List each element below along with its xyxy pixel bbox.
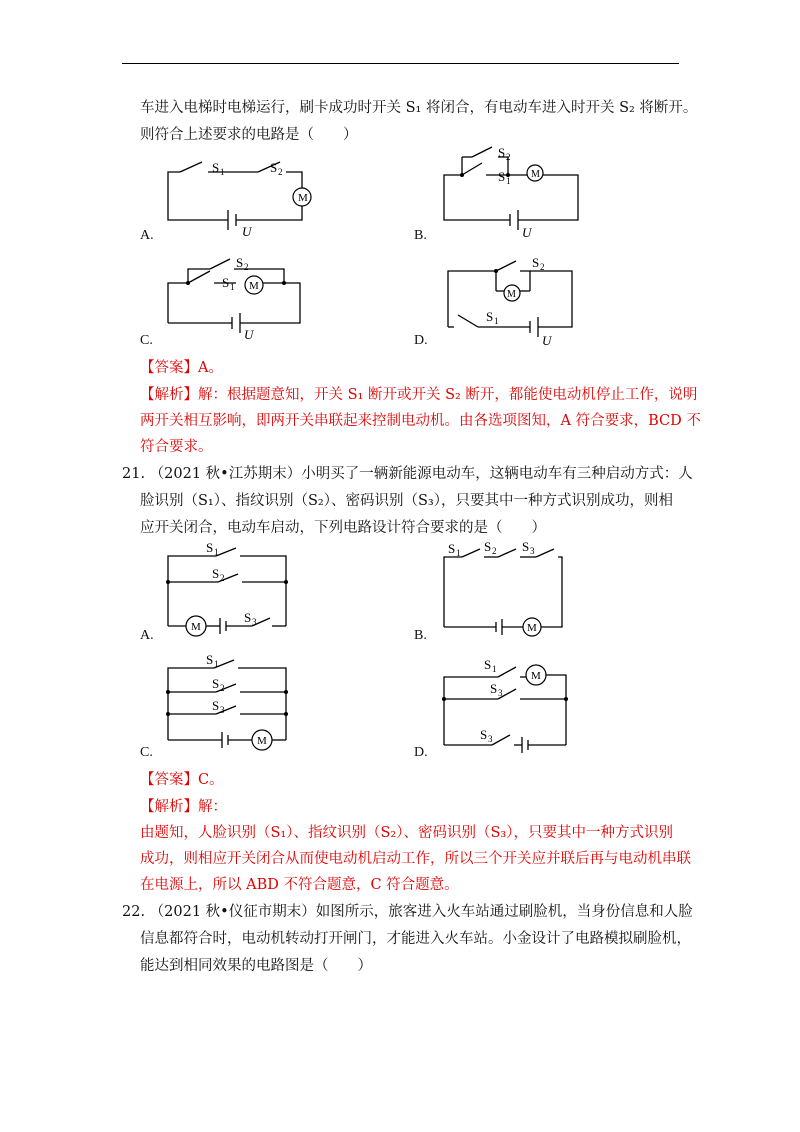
q21-analysis-tag: 【解析】解：	[140, 799, 227, 815]
q22-stem-line2: 信息都符合时，电动机转动打开闸门，才能进入火车站。小金设计了电路模拟刷脸机，	[140, 931, 691, 947]
svg-text:S: S	[222, 275, 230, 290]
q21-analysis-line1: 由题知，人脸识别（S₁）、指纹识别（S₂）、密码识别（S₃），只要其中一种方式识别	[140, 825, 673, 841]
header-rule	[122, 63, 679, 64]
svg-text:2: 2	[492, 546, 497, 556]
q21-analysis-line2: 成功，则相应开关闭合从而使电动机启动工作，所以三个开关应并联后再与电动机串联	[140, 851, 691, 867]
q20-option-c: C.	[140, 333, 153, 348]
svg-text:U: U	[542, 333, 552, 348]
q20-analysis-line3: 符合要求。	[140, 439, 213, 455]
svg-text:M: M	[191, 621, 201, 633]
q21-circuit-b	[440, 535, 580, 635]
q20-stem-line1: 车进入电梯时电梯运行，刷卡成功时开关 S₁ 将闭合，有电动车进入时开关 S₂ 将断开。	[140, 100, 698, 116]
svg-text:S: S	[498, 145, 506, 160]
svg-text:S: S	[236, 255, 244, 270]
svg-text:1: 1	[494, 316, 499, 326]
q20-circuit-d	[440, 255, 600, 350]
q22-stem-text1: （2021 秋•仪征市期末）如图所示，旅客进入火车站通过刷脸机，当身份信息和人脸	[149, 904, 693, 920]
svg-text:2: 2	[278, 167, 283, 177]
q21-option-b: B.	[414, 628, 427, 643]
svg-text:S: S	[448, 541, 456, 556]
q21-answer: 【答案】C。	[140, 772, 224, 788]
svg-text:S: S	[498, 169, 506, 184]
svg-text:3: 3	[488, 734, 493, 744]
q21-stem-text1: （2021 秋•江苏期末）小明买了一辆新能源电动车，这辆电动车有三种启动方式：人	[149, 466, 693, 482]
q20-analysis-line1	[140, 385, 697, 405]
svg-text:S: S	[484, 657, 492, 672]
svg-text:M: M	[249, 280, 259, 292]
svg-text:S: S	[212, 698, 220, 713]
q21-stem-line2: 脸识别（S₁）、指纹识别（S₂）、密码识别（S₃），只要其中一种方式识别成功，则相	[140, 493, 673, 509]
svg-text:S: S	[532, 255, 540, 270]
svg-text:S: S	[270, 160, 278, 175]
q20-circuit-a	[160, 150, 330, 240]
q21-circuit-d	[440, 655, 580, 755]
svg-text:S: S	[206, 540, 214, 555]
svg-text:2: 2	[540, 262, 545, 272]
svg-text:M: M	[527, 622, 537, 634]
svg-text:S: S	[212, 676, 220, 691]
svg-text:3: 3	[498, 688, 503, 698]
svg-text:1: 1	[492, 664, 497, 674]
svg-text:U: U	[522, 225, 532, 240]
svg-text:M: M	[507, 289, 516, 300]
q20-option-b: B.	[414, 228, 427, 243]
q21-stem-line1	[122, 464, 693, 484]
q22-stem-line1	[122, 902, 693, 922]
q21-analysis-line3: 在电源上，所以 ABD 不符合题意，C 符合题意。	[140, 877, 459, 893]
q21-number: 21.	[122, 466, 146, 482]
svg-text:3: 3	[530, 546, 535, 556]
svg-text:1: 1	[214, 659, 219, 669]
svg-text:1: 1	[506, 176, 511, 186]
q21-stem-line3: 应开关闭合，电动车启动，下列电路设计符合要求的是（ ）	[140, 520, 546, 536]
q21-option-a: A.	[140, 628, 154, 643]
q20-analysis-line2: 两开关相互影响，即两开关串联起来控制电动机。由各选项图知，A 符合要求，BCD 不	[140, 413, 701, 429]
svg-text:M: M	[531, 169, 540, 180]
svg-text:M: M	[531, 670, 541, 682]
q22-number: 22.	[122, 904, 146, 920]
svg-text:M: M	[257, 735, 267, 747]
q20-analysis-tag: 【解析】	[140, 387, 198, 403]
svg-text:S: S	[490, 681, 498, 696]
q20-circuit-c	[160, 255, 320, 345]
svg-text:1: 1	[214, 547, 219, 557]
q20-stem-line2: 则符合上述要求的电路是（ ）	[140, 127, 358, 143]
q20-circuit-b	[440, 145, 590, 240]
svg-text:3: 3	[252, 617, 257, 627]
svg-text:S: S	[212, 160, 220, 175]
q20-analysis-text1: 解：根据题意知，开关 S₁ 断开或开关 S₂ 断开，都能使电动机停止工作，说明	[198, 387, 698, 403]
svg-text:S: S	[212, 566, 220, 581]
q20-option-d: D.	[414, 333, 428, 348]
motor-label: M	[298, 192, 308, 204]
svg-text:3: 3	[220, 705, 225, 715]
svg-text:2: 2	[220, 683, 225, 693]
svg-text:U: U	[242, 224, 252, 239]
svg-text:U: U	[244, 327, 254, 342]
svg-text:S: S	[484, 539, 492, 554]
svg-text:2: 2	[244, 262, 249, 272]
q20-answer: 【答案】A。	[140, 360, 223, 376]
q21-circuit-c	[160, 650, 300, 750]
q22-stem-line3: 能达到相同效果的电路图是（ ）	[140, 958, 372, 974]
svg-text:1: 1	[456, 548, 461, 558]
svg-text:S: S	[522, 539, 530, 554]
q20-option-a: A.	[140, 228, 154, 243]
svg-text:S: S	[486, 309, 494, 324]
svg-text:S: S	[480, 727, 488, 742]
q21-circuit-a	[160, 540, 300, 640]
svg-text:2: 2	[220, 573, 225, 583]
svg-text:1: 1	[230, 282, 235, 292]
q21-option-d: D.	[414, 745, 428, 760]
svg-text:S: S	[206, 652, 214, 667]
svg-text:2: 2	[506, 152, 511, 162]
q21-option-c: C.	[140, 745, 153, 760]
svg-text:1: 1	[220, 167, 225, 177]
svg-text:S: S	[244, 610, 252, 625]
